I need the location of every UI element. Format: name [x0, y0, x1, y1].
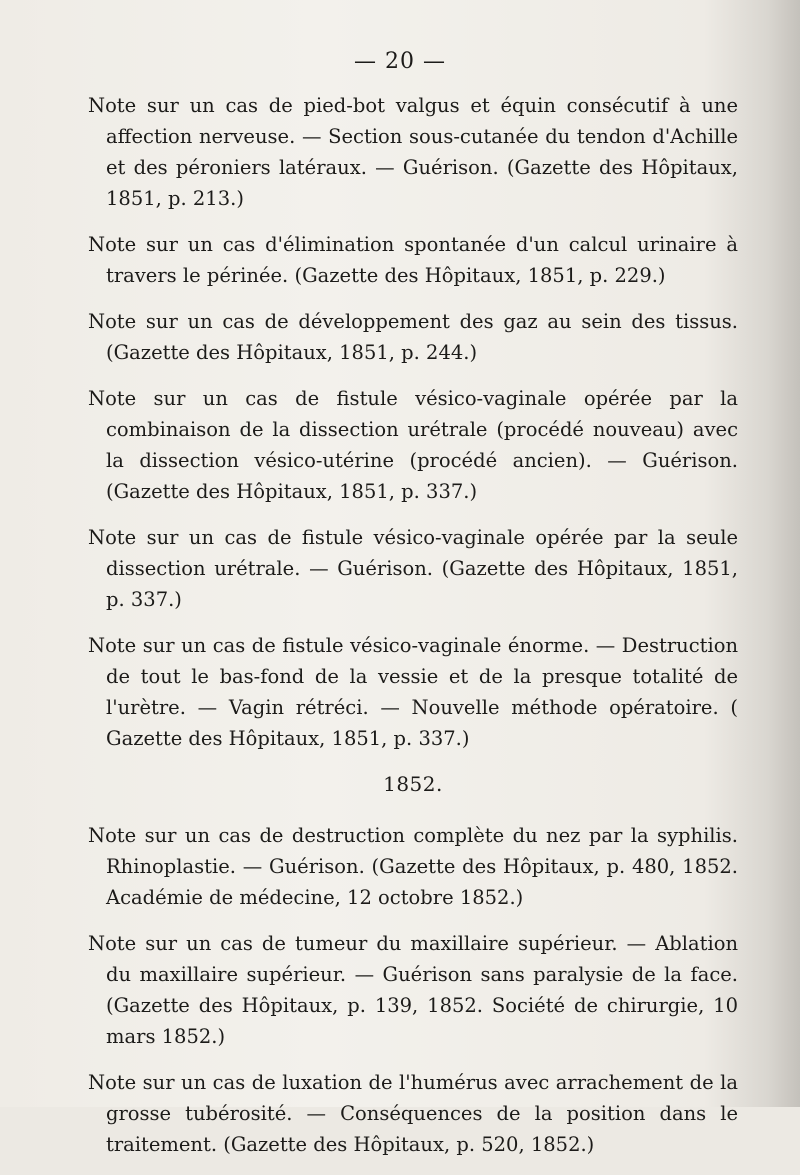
bibliography-entry: Note sur un cas de luxation de l'humérus avec arrachement de la grosse tubérosité. — Conséquences de la position dans le traitement. (Gazette des Hôpitaux, p. 520, 1852.) — [88, 1071, 738, 1156]
bibliography-entry: Note sur un cas de fistule vésico-vaginale énorme. — Destruction de tout le bas-fond de la vessie et de la presque totalité de l'urètre. — Vagin rétréci. — Nouvelle méthode opératoire. ( Gazette des Hôpitaux, 1851, p. 337.) — [88, 634, 738, 750]
page-number: — 20 — — [354, 49, 446, 74]
bibliography-entry: Note sur un cas de destruction complète du nez par la syphilis. Rhinoplastie. — Guérison. (Gazette des Hôpitaux, p. 480, 1852. Académie de médecine, 12 octobre 1852.) — [88, 824, 738, 909]
bibliography-entry: Note sur un cas de pied-bot valgus et équin consécutif à une affection nerveuse. — Section sous-cutanée du tendon d'Achille et des péroniers latéraux. — Guérison. (Gazette des Hôpitaux, 1851, p. 213.) — [88, 94, 738, 210]
bibliography-entry: Note sur un cas de développement des gaz au sein des tissus. (Gazette des Hôpitaux, 1851, p. 244.) — [88, 310, 738, 364]
bibliography-entry: Note sur un cas d'élimination spontanée d'un calcul urinaire à travers le périnée. (Gazette des Hôpitaux, 1851, p. 229.) — [88, 233, 738, 287]
bibliography-entry: Note sur un cas de fistule vésico-vaginale opérée par la seule dissection urétrale. — Guérison. (Gazette des Hôpitaux, 1851, p. 337.) — [88, 526, 738, 611]
bibliography-entry: Note sur un cas de tumeur du maxillaire supérieur. — Ablation du maxillaire supérieur. — Guérison sans paralysie de la face. (Gazette des Hôpitaux, p. 139, 1852. Société de chirurgie, 10 mars 1852.) — [88, 932, 738, 1048]
year-heading: 1852. — [383, 772, 443, 796]
bibliography-list — [88, 90, 738, 1175]
bibliography-entry: Note sur un cas de fistule vésico-vaginale opérée par la combinaison de la dissection urétrale (procédé nouveau) avec la dissection vésico-utérine (procédé ancien). — Guérison. (Gazette des Hôpitaux, 1851, p. 337.) — [88, 387, 738, 503]
